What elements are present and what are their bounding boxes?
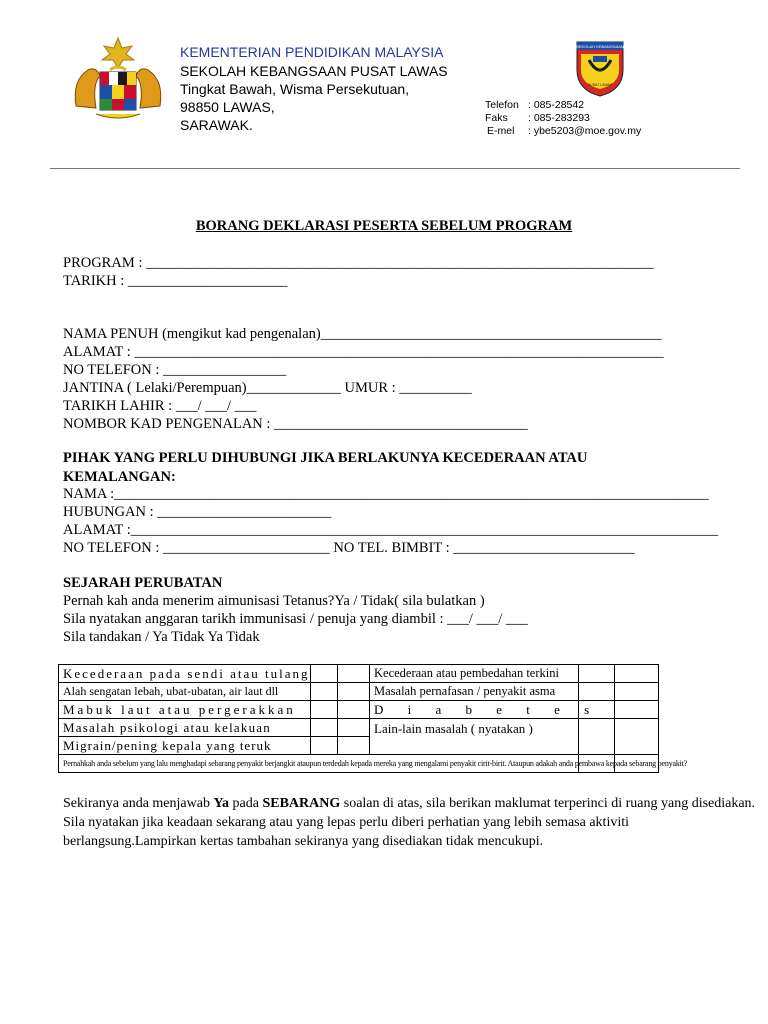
checkbox-tidak[interactable] [615, 719, 659, 755]
checkbox-tidak[interactable] [338, 683, 370, 701]
emergency-address-field[interactable]: ALAMAT :_________________________________________________________________________________ [63, 522, 719, 538]
checkbox-tidak[interactable] [338, 701, 370, 719]
address-line-3: SARAWAK. [180, 117, 253, 133]
emergency-heading-2: KEMALANGAN: [63, 469, 176, 485]
condition-joint-injury: Kecederaan pada sendi atau tulang [59, 665, 311, 683]
emergency-phone-field[interactable]: NO TELEFON : _______________________ NO TEL. BIMBIT : _________________________ [63, 540, 635, 556]
ic-number-field[interactable]: NOMBOR KAD PENGENALAN : ___________________________________ [63, 416, 528, 432]
tetanus-question: Pernah kah anda menerim aimunisasi Tetanus?Ya / Tidak( sila bulatkan ) [63, 593, 485, 609]
condition-asthma: Masalah pernafasan / penyakit asma [370, 683, 579, 701]
email-label: E-mel [487, 125, 515, 137]
school-name: SEKOLAH KEBANGSAAN PUSAT LAWAS [180, 63, 448, 79]
school-badge-logo [575, 40, 625, 98]
birthdate-field[interactable]: TARIKH LAHIR : ___/ ___/ ___ [63, 398, 257, 414]
medical-history-table [58, 664, 688, 773]
table-row [59, 719, 659, 737]
table-row [59, 701, 659, 719]
form-title: BORANG DEKLARASI PESERTA SEBELUM PROGRAM [195, 218, 573, 234]
condition-recent-surgery: Kecederaan atau pembedahan terkini [370, 665, 579, 683]
checkbox-ya[interactable] [579, 683, 615, 701]
checkbox-tidak[interactable] [338, 665, 370, 683]
infectious-disease-question: Pernahkah anda sebelum yang lalu menghadapi sebarang penyakit berjangkit ataupun terdedah kepada mereka yang mengalami penyakit cirit-birit. Ataupun adakah anda pembawa kepada sebarang penyakit? [59, 755, 579, 773]
address-line-2: 98850 LAWAS, [180, 99, 275, 115]
emergency-heading: PIHAK YANG PERLU DIHUBUNGI JIKA BERLAKUNYA KECEDERAAN ATAU [63, 450, 588, 466]
emergency-relation-field[interactable]: HUBUNGAN : ________________________ [63, 504, 332, 520]
checkbox-tidak[interactable] [338, 719, 370, 737]
checkbox-tidak[interactable] [615, 701, 659, 719]
emergency-name-field[interactable]: NAMA :__________________________________________________________________________________ [63, 486, 709, 502]
checkbox-ya[interactable] [311, 719, 338, 737]
checkbox-ya[interactable] [311, 737, 338, 755]
table-row [59, 755, 659, 773]
medical-heading: SEJARAH PERUBATAN [63, 575, 223, 591]
coat-of-arms-logo [66, 36, 170, 120]
condition-motion-sickness: Mabuk laut atau pergerakkan [59, 701, 311, 719]
condition-migraine: Migrain/pening kepala yang teruk [59, 737, 311, 755]
fax-label: Faks [485, 112, 508, 124]
table-row [59, 683, 659, 701]
phone-field[interactable]: NO TELEFON : _________________ [63, 362, 287, 378]
svg-text:SEKOLAH KEBANGSAAN: SEKOLAH KEBANGSAAN [576, 44, 624, 49]
instruction-paragraph: Sekiranya anda menjawab Ya pada SEBARANG soalan di atas, sila berikan maklumat terperinci di ruang yang disediakan. Sila nyatakan jika keadaan sekarang atau yang lepas perlu diberi perhatian yang lebih semasa aktiviti berlangsung.Lampirkan kertas tambahan sekiranya yang disediakan tidak mencukupi. [63, 796, 756, 849]
condition-psychological: Masalah psikologi atau kelakuan [59, 719, 311, 737]
full-name-field[interactable]: NAMA PENUH (mengikut kad pengenalan)_______________________________________________ [63, 326, 662, 342]
address-line-1: Tingkat Bawah, Wisma Persekutuan, [180, 81, 410, 97]
phone-value: : 085-28542 [528, 99, 585, 111]
condition-allergy: Alah sengatan lebah, ubat-ubatan, air laut dll [59, 683, 311, 701]
tarikh-field[interactable]: TARIKH : ______________________ [63, 273, 288, 289]
svg-text:PUSAT LAWAS: PUSAT LAWAS [587, 83, 613, 87]
ministry-name: KEMENTERIAN PENDIDIKAN MALAYSIA [180, 44, 444, 60]
header-divider [50, 168, 740, 169]
condition-others: Lain-lain masalah ( nyatakan ) [370, 719, 579, 755]
phone-label: Telefon [485, 99, 519, 111]
table-row [59, 665, 659, 683]
email-value: : ybe5203@moe.gov.my [528, 125, 642, 137]
checkbox-ya[interactable] [311, 665, 338, 683]
checkbox-ya[interactable] [311, 701, 338, 719]
checkbox-ya[interactable] [579, 665, 615, 683]
fax-value: : 085-283293 [528, 112, 590, 124]
program-field[interactable]: PROGRAM : ______________________________________________________________________ [63, 255, 654, 271]
checkbox-ya[interactable] [311, 683, 338, 701]
address-field[interactable]: ALAMAT : _________________________________________________________________________ [63, 344, 664, 360]
condition-diabetes: D i a b e t e s [370, 701, 579, 719]
checkbox-tidak[interactable] [615, 683, 659, 701]
immunisation-date-question[interactable]: Sila nyatakan anggaran tarikh immunisasi / penuja yang diambil : ___/ ___/ ___ [63, 611, 528, 627]
checkbox-tidak[interactable] [338, 737, 370, 755]
gender-age-field[interactable]: JANTINA ( Lelaki/Perempuan)_____________ UMUR : __________ [63, 380, 472, 396]
tick-instruction: Sila tandakan / Ya Tidak Ya Tidak [63, 629, 260, 645]
checkbox-tidak[interactable] [615, 665, 659, 683]
checkbox-ya[interactable] [579, 719, 615, 755]
